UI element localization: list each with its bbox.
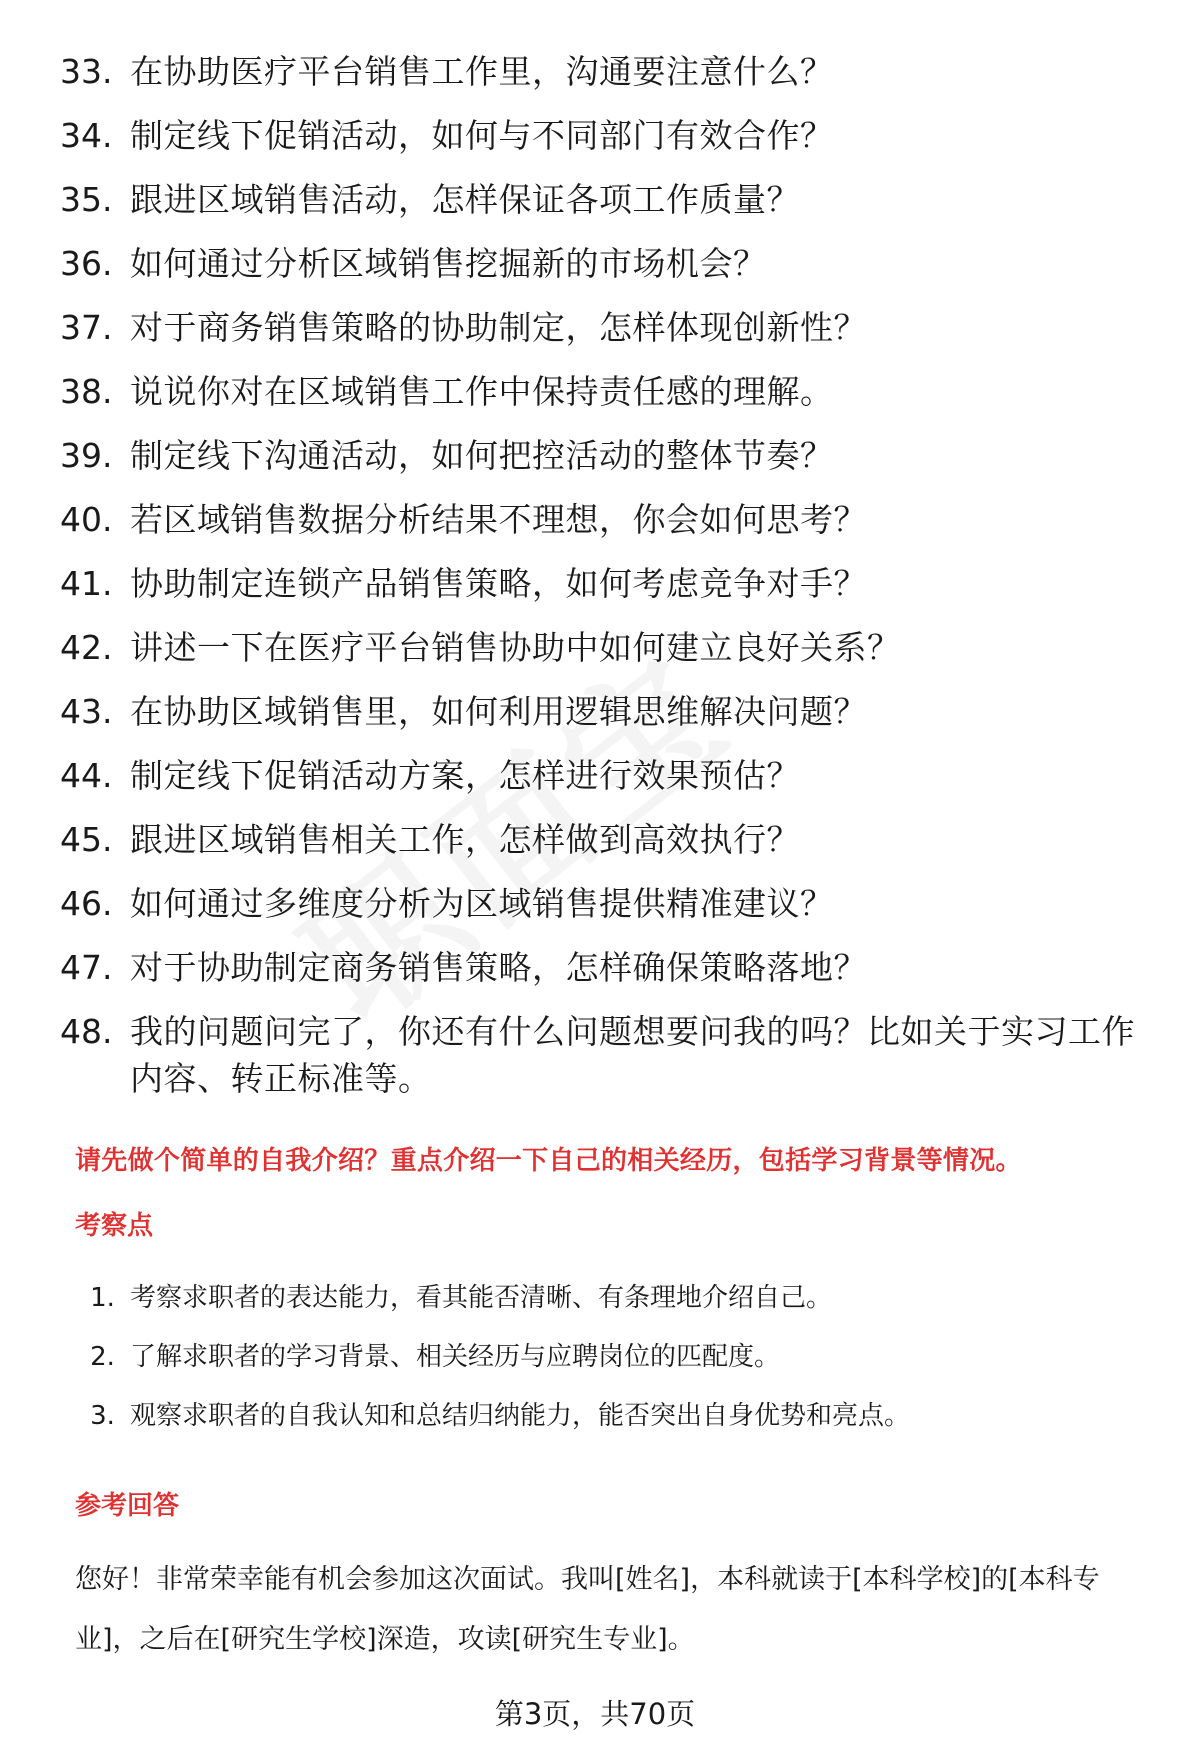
question-item xyxy=(60,1008,1160,1102)
question-text: 协助制定连锁产品销售策略，如何考虑竞争对手？ xyxy=(130,564,867,603)
point-item xyxy=(75,1398,1135,1434)
question-list xyxy=(60,48,1160,1119)
point-text: 了解求职者的学习背景、相关经历与应聘岗位的匹配度。 xyxy=(130,1342,781,1372)
question-item xyxy=(60,816,1160,863)
question-text: 制定线下促销活动方案，怎样进行效果预估？ xyxy=(130,756,800,795)
question-number: 37. xyxy=(60,308,113,347)
page-footer: 第3页，共70页 xyxy=(494,1697,696,1731)
question-text: 若区域销售数据分析结果不理想，你会如何思考？ xyxy=(130,500,867,539)
question-item xyxy=(60,944,1160,991)
answer-heading: 参考回答 xyxy=(75,1491,180,1521)
question-item xyxy=(60,48,1160,95)
question-text: 如何通过多维度分析为区域销售提供精准建议？ xyxy=(130,884,834,923)
point-text: 观察求职者的自我认知和总结归纳能力，能否突出自身优势和亮点。 xyxy=(130,1401,911,1431)
question-item xyxy=(60,688,1160,735)
featured-question: 请先做个简单的自我介绍？重点介绍一下自己的相关经历，包括学习背景等情况。 xyxy=(75,1146,1022,1176)
question-number: 34. xyxy=(60,116,113,155)
question-number: 35. xyxy=(60,180,113,219)
question-number: 33. xyxy=(60,52,113,91)
point-number: 1. xyxy=(90,1283,115,1313)
question-item xyxy=(60,240,1160,287)
point-number: 3. xyxy=(90,1401,115,1431)
point-item xyxy=(75,1339,1135,1375)
question-item xyxy=(60,368,1160,415)
question-item xyxy=(60,560,1160,607)
question-text: 对于协助制定商务销售策略，怎样确保策略落地？ xyxy=(130,948,867,987)
question-item xyxy=(60,176,1160,223)
question-text: 在协助医疗平台销售工作里，沟通要注意什么？ xyxy=(130,52,834,91)
question-text: 我的问题问完了，你还有什么问题想要问我的吗？比如关于实习工作内容、转正标准等。 xyxy=(130,1012,1135,1098)
question-text: 如何通过分析区域销售挖掘新的市场机会？ xyxy=(130,244,767,283)
question-text: 对于商务销售策略的协助制定，怎样体现创新性？ xyxy=(130,308,867,347)
question-number: 43. xyxy=(60,692,113,731)
point-number: 2. xyxy=(90,1342,115,1372)
question-item xyxy=(60,432,1160,479)
question-text: 说说你对在区域销售工作中保持责任感的理解。 xyxy=(130,372,834,411)
question-number: 45. xyxy=(60,820,113,859)
question-item xyxy=(60,496,1160,543)
question-text: 讲述一下在医疗平台销售协助中如何建立良好关系？ xyxy=(130,628,901,667)
question-number: 38. xyxy=(60,372,113,411)
question-text: 跟进区域销售相关工作，怎样做到高效执行？ xyxy=(130,820,800,859)
question-item xyxy=(60,304,1160,351)
question-number: 40. xyxy=(60,500,113,539)
point-text: 考察求职者的表达能力，看其能否清晰、有条理地介绍自己。 xyxy=(130,1283,833,1313)
question-number: 39. xyxy=(60,436,113,475)
question-number: 46. xyxy=(60,884,113,923)
points-heading: 考察点 xyxy=(75,1211,154,1241)
question-item xyxy=(60,112,1160,159)
question-text: 制定线下沟通活动，如何把控活动的整体节奏？ xyxy=(130,436,834,475)
question-number: 36. xyxy=(60,244,113,283)
question-number: 42. xyxy=(60,628,113,667)
question-number: 48. xyxy=(60,1012,113,1051)
question-text: 在协助区域销售里，如何利用逻辑思维解决问题？ xyxy=(130,692,867,731)
question-text: 制定线下促销活动，如何与不同部门有效合作？ xyxy=(130,116,834,155)
points-list xyxy=(75,1280,1135,1457)
question-item xyxy=(60,880,1160,927)
answer-text: 您好！非常荣幸能有机会参加这次面试。我叫[姓名]，本科就读于[本科学校]的[本科专业]，之后在[研究生学校]深造，攻读[研究生专业]。 xyxy=(75,1564,1100,1655)
question-item xyxy=(60,752,1160,799)
question-number: 44. xyxy=(60,756,113,795)
point-item xyxy=(75,1280,1135,1316)
question-item xyxy=(60,624,1160,671)
question-number: 41. xyxy=(60,564,113,603)
question-number: 47. xyxy=(60,948,113,987)
question-text: 跟进区域销售活动，怎样保证各项工作质量？ xyxy=(130,180,800,219)
